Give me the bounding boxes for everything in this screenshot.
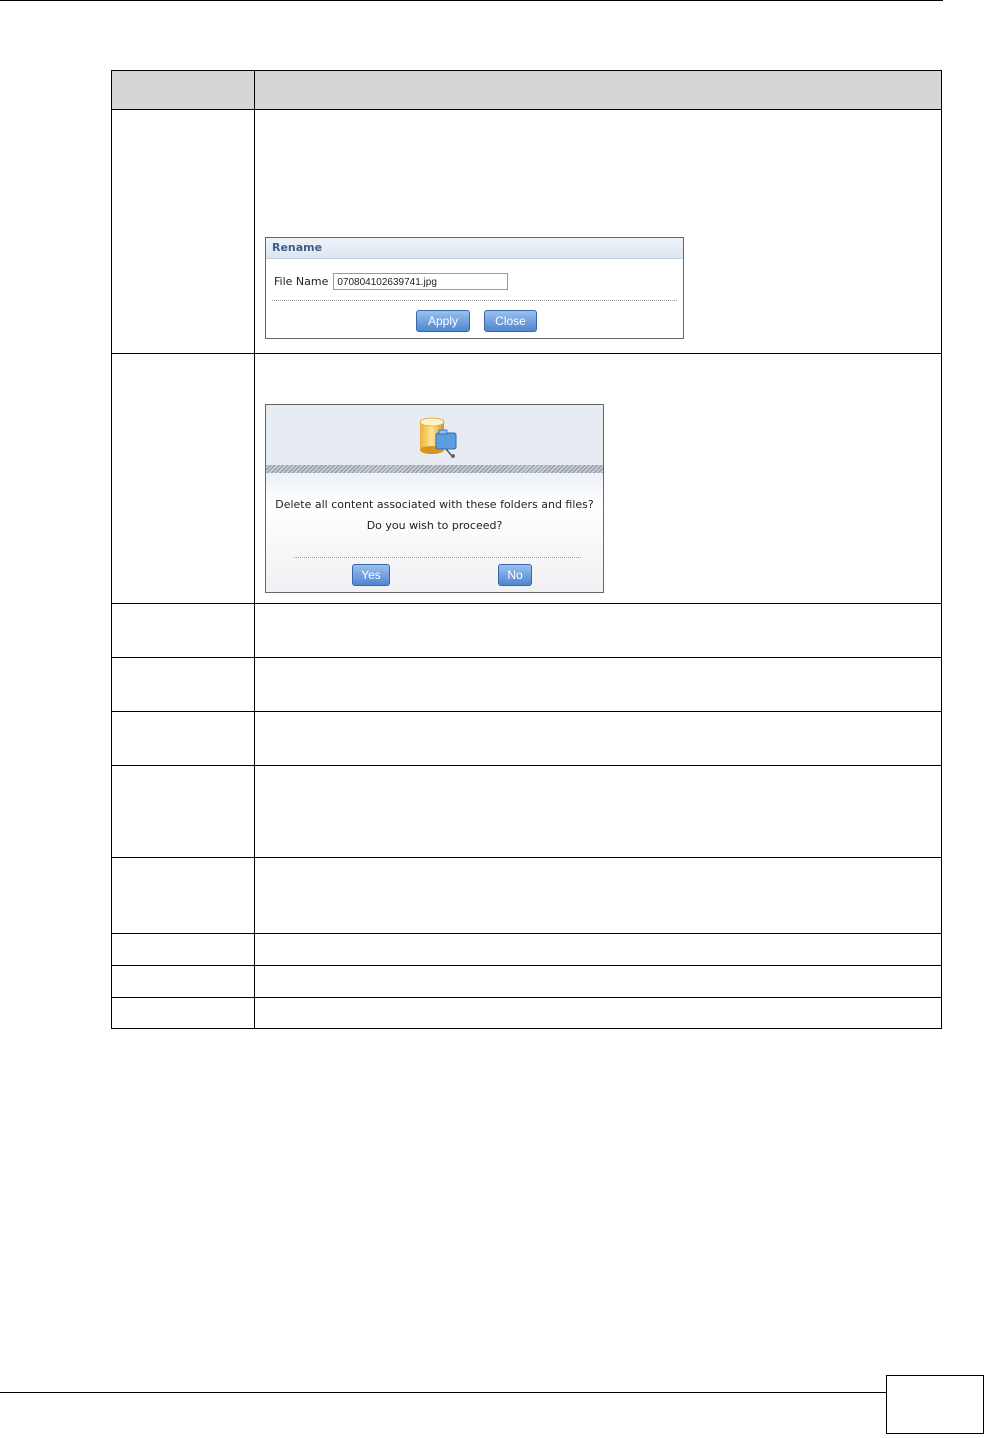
label-cell xyxy=(112,604,255,658)
description-cell xyxy=(255,604,942,658)
footer-rule xyxy=(0,1392,887,1393)
table-row xyxy=(112,658,942,712)
rename-divider xyxy=(272,300,677,301)
header-cell-description xyxy=(255,71,942,110)
description-cell xyxy=(255,110,942,354)
top-rule xyxy=(0,0,943,1)
description-cell xyxy=(255,766,942,858)
label-cell xyxy=(112,712,255,766)
delete-confirm-dialog xyxy=(265,404,604,593)
description-cell xyxy=(255,998,942,1029)
proceed-question: Do you wish to proceed? xyxy=(366,519,503,532)
label-cell xyxy=(112,934,255,966)
description-table xyxy=(111,70,942,1029)
table-row xyxy=(112,998,942,1029)
table-row xyxy=(112,110,942,354)
table-row xyxy=(112,858,942,934)
file-name-input[interactable]: 070804102639741.jpg xyxy=(333,273,508,290)
label-cell xyxy=(112,658,255,712)
rename-dialog xyxy=(265,237,684,339)
table-header-row xyxy=(112,71,942,110)
table-row xyxy=(112,934,942,966)
label-cell xyxy=(112,354,255,604)
delete-message: Delete all content associated with these folders and files? xyxy=(275,498,594,511)
label-cell xyxy=(112,110,255,354)
rename-dialog-title: Rename xyxy=(266,238,683,259)
no-button[interactable]: No xyxy=(498,564,532,586)
table-row xyxy=(112,712,942,766)
file-name-label: File Name xyxy=(274,275,329,288)
page-number-box xyxy=(886,1375,984,1434)
dialog-hatch-divider xyxy=(266,465,603,473)
description-cell xyxy=(255,966,942,998)
table-row xyxy=(112,354,942,604)
yes-button[interactable]: Yes xyxy=(352,564,390,586)
label-cell xyxy=(112,998,255,1029)
description-cell xyxy=(255,934,942,966)
delete-divider xyxy=(294,557,581,558)
database-share-icon xyxy=(416,413,462,459)
close-button[interactable]: Close xyxy=(484,310,537,332)
table-row xyxy=(112,966,942,998)
label-cell xyxy=(112,766,255,858)
label-cell xyxy=(112,858,255,934)
table-row xyxy=(112,604,942,658)
label-cell xyxy=(112,966,255,998)
apply-button[interactable]: Apply xyxy=(416,310,470,332)
description-cell xyxy=(255,858,942,934)
header-cell-label xyxy=(112,71,255,110)
description-cell xyxy=(255,658,942,712)
table-row xyxy=(112,766,942,858)
file-name-row xyxy=(274,273,508,290)
description-cell xyxy=(255,354,942,604)
description-cell xyxy=(255,712,942,766)
